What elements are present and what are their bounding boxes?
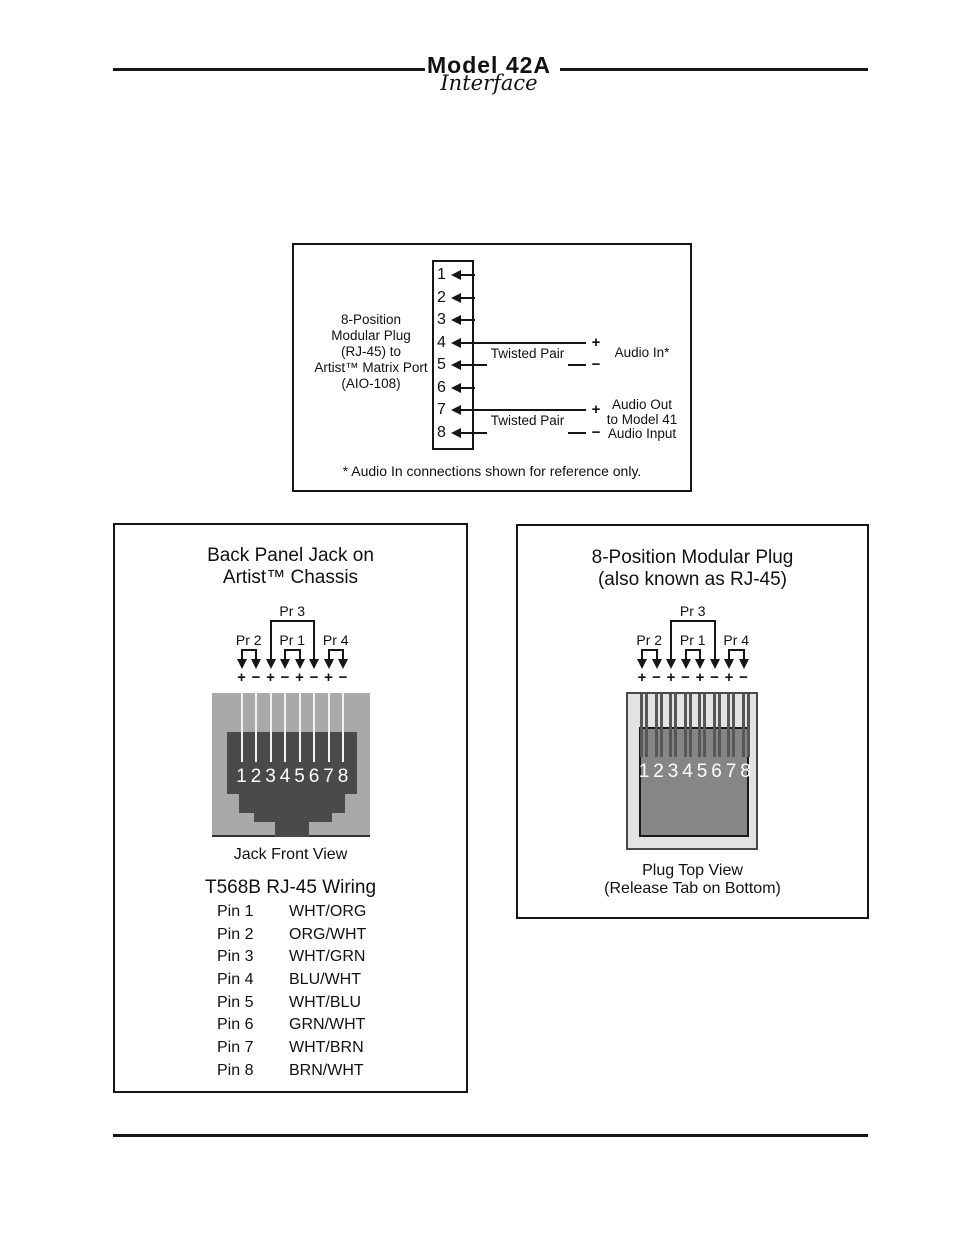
connector-label-line: Artist™ Matrix Port bbox=[314, 360, 428, 375]
plug-caption-line: Plug Top View bbox=[642, 862, 743, 879]
pin-wire-line bbox=[460, 364, 487, 366]
jack-cavity-step bbox=[239, 794, 345, 813]
arrow-down-icon bbox=[338, 659, 348, 669]
jack-contact-line bbox=[299, 693, 301, 762]
polarity-sign: − bbox=[739, 669, 748, 686]
jack-contact-line bbox=[241, 693, 243, 762]
pin-number: 8 bbox=[437, 423, 446, 441]
wiring-row bbox=[217, 926, 437, 946]
arrow-down-icon bbox=[681, 659, 691, 669]
jack-pin-number: 7 bbox=[323, 766, 334, 787]
wiring-pin: Pin 6 bbox=[217, 1016, 254, 1033]
pin-wire-line bbox=[568, 364, 586, 366]
wiring-color: WHT/GRN bbox=[289, 948, 366, 965]
polarity-sign: − bbox=[309, 669, 319, 686]
arrow-down-icon bbox=[309, 659, 319, 669]
pin-number: 6 bbox=[437, 378, 446, 396]
pin-lead-line bbox=[460, 297, 475, 299]
plug-pin-number: 1 bbox=[638, 761, 650, 782]
plug-pin-number: 6 bbox=[711, 761, 722, 782]
audio-out-label-line: Audio Input bbox=[607, 426, 677, 441]
pin-number: 3 bbox=[437, 311, 446, 328]
wiring-pin: Pin 2 bbox=[217, 926, 254, 943]
jack-contact-line bbox=[328, 693, 330, 762]
wiring-row bbox=[217, 903, 437, 923]
plug-box-title-line: (also known as RJ-45) bbox=[597, 569, 788, 590]
polarity-sign: + bbox=[237, 669, 246, 686]
arrow-down-icon bbox=[666, 659, 676, 669]
plug-box bbox=[516, 524, 869, 919]
polarity-sign: − bbox=[652, 669, 661, 686]
polarity-minus: − bbox=[591, 356, 601, 373]
arrow-down-icon bbox=[652, 659, 662, 669]
connector-label-line: (AIO-108) bbox=[341, 376, 401, 391]
footer-rule bbox=[113, 1134, 868, 1137]
plug-contact bbox=[713, 694, 721, 757]
pair-label-pr3: Pr 3 bbox=[679, 603, 706, 619]
audio-out-label-line: Audio Out bbox=[611, 397, 673, 412]
arrow-down-icon bbox=[280, 659, 290, 669]
wiring-row bbox=[217, 1039, 437, 1059]
arrow-down-icon bbox=[324, 659, 334, 669]
wiring-color: WHT/BLU bbox=[289, 994, 361, 1011]
jack-caption: Jack Front View bbox=[233, 846, 348, 863]
pin-number: 7 bbox=[437, 401, 446, 418]
plug-box-title bbox=[518, 547, 867, 591]
wiring-color: BLU/WHT bbox=[289, 971, 361, 988]
polarity-sign: − bbox=[251, 669, 261, 686]
pin-lead-line bbox=[460, 319, 475, 321]
polarity-sign: + bbox=[324, 669, 333, 686]
arrow-down-icon bbox=[266, 659, 276, 669]
wiring-pin: Pin 1 bbox=[217, 903, 254, 920]
pair-label-pr1: Pr 1 bbox=[679, 632, 706, 648]
connector-label-line: 8-Position bbox=[340, 312, 402, 327]
polarity-minus: − bbox=[591, 423, 601, 441]
polarity-plus: + bbox=[591, 401, 601, 418]
audio-out-label-line: to Model 41 bbox=[606, 411, 678, 427]
arrow-down-icon bbox=[295, 659, 305, 669]
jack-box-title-line: Back Panel Jack on bbox=[207, 545, 374, 566]
wiring-pin: Pin 4 bbox=[217, 971, 254, 988]
twisted-pair-label: Twisted Pair bbox=[490, 413, 565, 428]
plug-box-title-line: 8-Position Modular Plug bbox=[591, 547, 794, 568]
jack-pin-number: 1 bbox=[236, 766, 247, 787]
wiring-row bbox=[217, 994, 437, 1014]
wiring-color: GRN/WHT bbox=[289, 1016, 366, 1033]
plug-pin-number: 3 bbox=[667, 761, 679, 782]
connector-label-line: (RJ-45) to bbox=[340, 344, 401, 359]
pin-lead-line bbox=[460, 387, 475, 389]
plug-top-view-graphic bbox=[626, 692, 758, 850]
page-subtitle: Interface bbox=[440, 71, 538, 95]
plug-pin-number: 5 bbox=[696, 761, 708, 782]
plug-contact bbox=[727, 694, 735, 757]
wiring-color: WHT/BRN bbox=[289, 1039, 364, 1056]
polarity-sign: − bbox=[338, 669, 348, 686]
polarity-sign: + bbox=[637, 669, 647, 686]
pin-lead-line bbox=[460, 274, 475, 276]
wiring-table-title: T568B RJ-45 Wiring bbox=[204, 877, 377, 898]
page-title: Model 42A bbox=[426, 52, 552, 78]
plug-contact bbox=[684, 694, 692, 757]
plug-contact bbox=[742, 694, 750, 757]
wiring-color: WHT/ORG bbox=[289, 903, 367, 920]
pair-label-pr2: Pr 2 bbox=[636, 632, 663, 648]
wiring-pin: Pin 5 bbox=[217, 994, 254, 1011]
wiring-pin: Pin 3 bbox=[217, 948, 254, 965]
arrow-down-icon bbox=[251, 659, 261, 669]
wiring-row bbox=[217, 1062, 437, 1082]
jack-pin-number: 3 bbox=[265, 766, 276, 787]
arrow-down-icon bbox=[710, 659, 720, 669]
pin-wire-line bbox=[460, 432, 487, 434]
audio-out-label bbox=[592, 398, 692, 442]
twisted-pair-label: Twisted Pair bbox=[490, 346, 565, 361]
footnote: * Audio In connections shown for reference only. bbox=[342, 463, 642, 479]
jack-contact-line bbox=[313, 693, 315, 762]
plug-pin-number: 7 bbox=[725, 761, 737, 782]
plug-contact bbox=[640, 694, 648, 757]
wiring-row bbox=[217, 948, 437, 968]
wiring-color: BRN/WHT bbox=[289, 1062, 364, 1079]
arrow-down-icon bbox=[739, 659, 749, 669]
jack-box-title bbox=[115, 545, 466, 589]
wiring-pin: Pin 8 bbox=[217, 1062, 254, 1079]
pair-label-pr3: Pr 3 bbox=[279, 603, 306, 619]
polarity-sign: − bbox=[681, 669, 690, 686]
jack-contact-line bbox=[270, 693, 272, 762]
jack-cavity-step bbox=[254, 813, 332, 822]
jack-pin-number: 5 bbox=[294, 766, 305, 787]
jack-pin-number: 4 bbox=[279, 766, 291, 787]
polarity-sign: − bbox=[280, 669, 290, 686]
plug-pin-number: 8 bbox=[740, 761, 751, 782]
plug-caption bbox=[518, 862, 867, 897]
arrow-down-icon bbox=[637, 659, 647, 669]
pair-label-pr2: Pr 2 bbox=[235, 632, 262, 648]
jack-contact-line bbox=[284, 693, 286, 762]
plug-pin-number: 2 bbox=[653, 761, 664, 782]
connector-label-line: Modular Plug bbox=[331, 328, 411, 343]
pin-number: 1 bbox=[437, 266, 446, 283]
plug-pin-number: 4 bbox=[682, 761, 693, 782]
jack-pin-number: 6 bbox=[308, 766, 320, 787]
connector-label bbox=[296, 312, 446, 392]
jack-contact-line bbox=[342, 693, 344, 762]
jack-pin-number: 8 bbox=[337, 766, 349, 787]
polarity-sign: + bbox=[724, 669, 734, 686]
pinout-diagram-box bbox=[292, 243, 692, 492]
wiring-row bbox=[217, 1016, 437, 1036]
wiring-row bbox=[217, 971, 437, 991]
polarity-sign: + bbox=[666, 669, 676, 686]
pair-label-pr4: Pr 4 bbox=[723, 632, 750, 648]
wiring-color: ORG/WHT bbox=[289, 926, 367, 943]
pin-wire-line bbox=[460, 409, 586, 411]
jack-cavity-tab bbox=[275, 822, 309, 837]
jack-front-view-graphic bbox=[212, 693, 370, 837]
arrow-down-icon bbox=[237, 659, 247, 669]
polarity-sign: − bbox=[710, 669, 719, 686]
wiring-pin: Pin 7 bbox=[217, 1039, 254, 1056]
pin-wire-line bbox=[568, 432, 586, 434]
polarity-sign: + bbox=[295, 669, 304, 686]
plug-contact bbox=[669, 694, 677, 757]
pin-number: 5 bbox=[437, 356, 446, 373]
pair-label-pr4: Pr 4 bbox=[322, 632, 349, 648]
jack-pin-number: 2 bbox=[250, 766, 262, 787]
arrow-down-icon bbox=[724, 659, 734, 669]
jack-contact-line bbox=[255, 693, 257, 762]
polarity-sign: + bbox=[695, 669, 705, 686]
jack-box-title-line: Artist™ Chassis bbox=[222, 567, 359, 588]
plug-caption-line: (Release Tab on Bottom) bbox=[604, 879, 781, 897]
polarity-sign: + bbox=[266, 669, 275, 686]
audio-in-label: Audio In* bbox=[614, 345, 670, 360]
pair-label-pr1: Pr 1 bbox=[279, 632, 306, 648]
plug-contact bbox=[698, 694, 706, 757]
arrow-down-icon bbox=[695, 659, 705, 669]
pin-wire-line bbox=[460, 342, 586, 344]
plug-contact bbox=[655, 694, 663, 757]
pin-number: 2 bbox=[437, 288, 446, 306]
polarity-plus: + bbox=[591, 333, 601, 351]
pin-number: 4 bbox=[437, 333, 446, 351]
jack-box bbox=[113, 523, 468, 1093]
